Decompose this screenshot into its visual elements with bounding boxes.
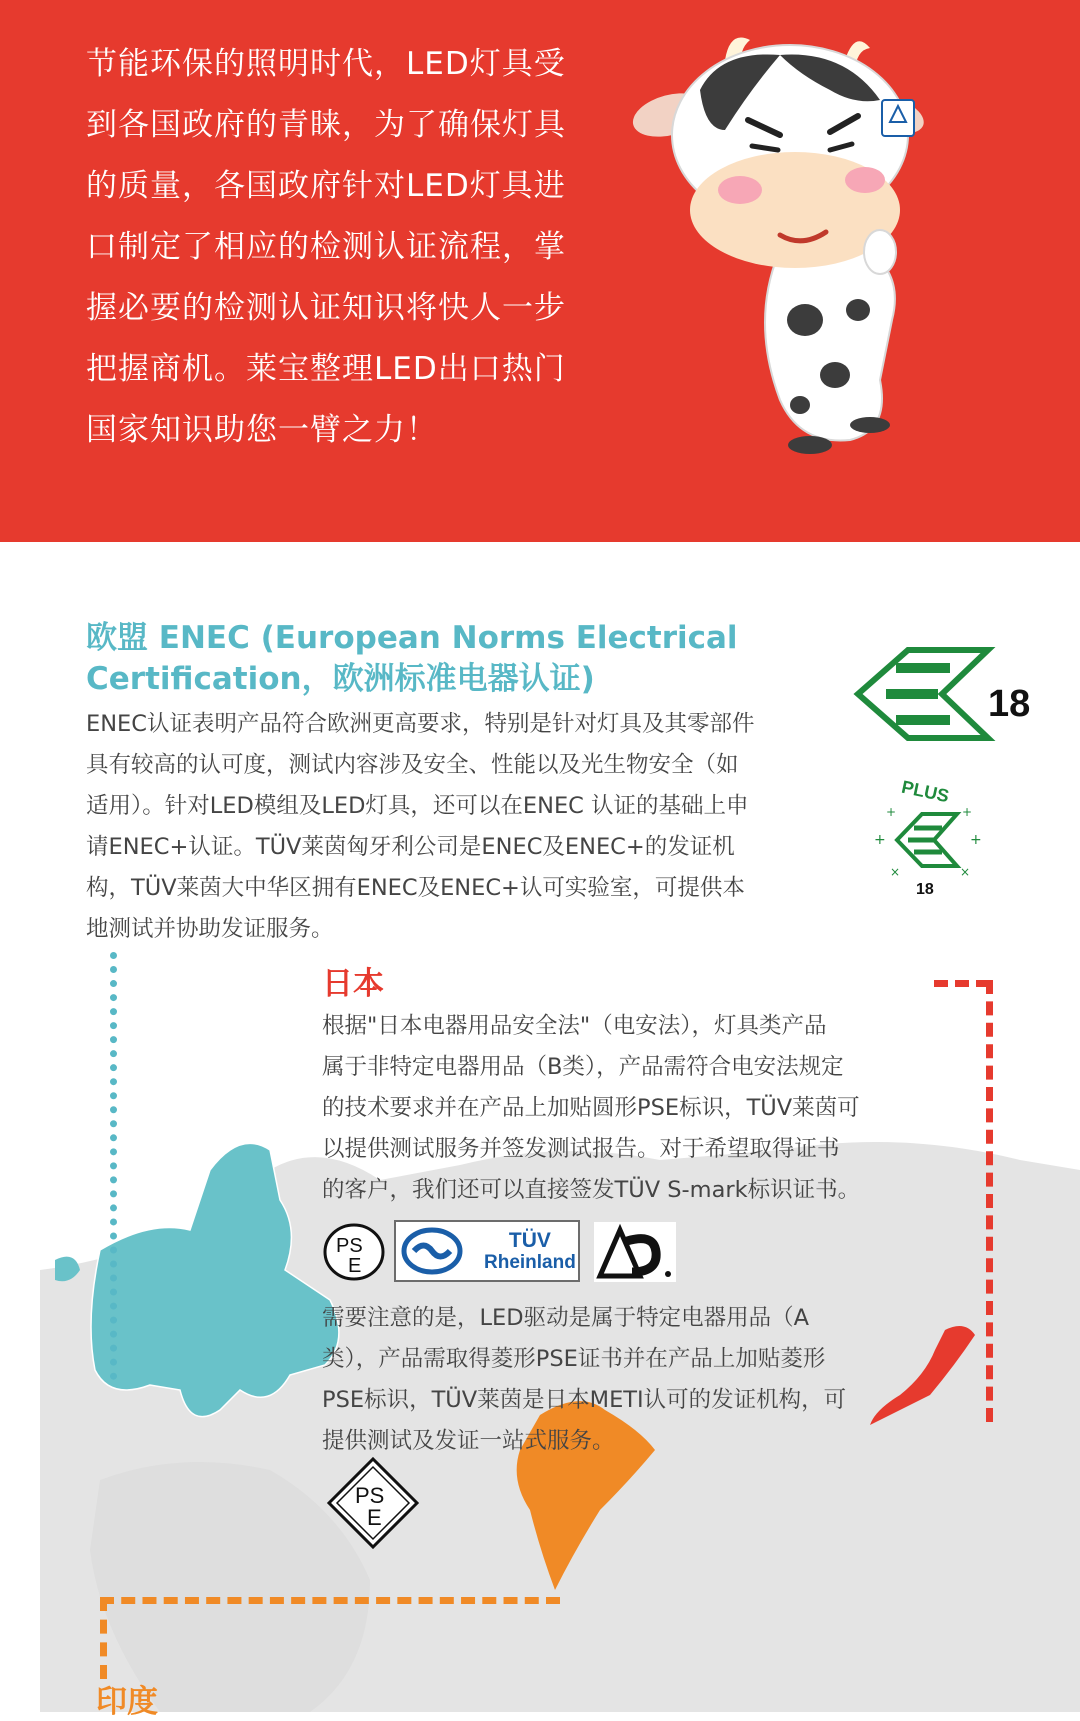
enec-title-line: Certification，欧洲标准电器认证) [86, 661, 595, 697]
intro-line: 节能环保的照明时代，LED灯具受 [86, 46, 566, 82]
tuv-logo-line1: TÜV [508, 1229, 551, 1252]
eu-connector-line [110, 952, 117, 1380]
india-connector-line [100, 1597, 107, 1679]
japan-body-line: 以提供测试服务并签发测试报告。对于希望取得证书 [322, 1136, 840, 1162]
svg-text:E: E [367, 1505, 382, 1530]
intro-line: 到各国政府的青睐，为了确保灯具 [86, 107, 566, 143]
pse-round-mark [322, 1222, 386, 1282]
japan-body-line: 的技术要求并在产品上加贴圆形PSE标识，TÜV莱茵可 [322, 1095, 860, 1121]
japan-connector-top [934, 980, 990, 987]
enec-description [86, 704, 826, 950]
svg-text:×: × [890, 865, 901, 879]
intro-line: 握必要的检测认证知识将快人一步 [86, 290, 566, 326]
japan-body-line: 的客户，我们还可以直接签发TÜV S-mark标识证书。 [322, 1177, 861, 1203]
svg-text:×: × [960, 865, 971, 879]
india-heading: 印度 [96, 1684, 158, 1720]
tuv-rheinland-logo [394, 1220, 580, 1282]
tuv-logo-line2: Rheinland [484, 1252, 576, 1273]
enec-body-line: 适用）。针对LED模组及LED灯具，还可以在ENEC 认证的基础上申 [86, 793, 749, 819]
svg-text:+: + [886, 805, 897, 819]
pse-diamond-mark [325, 1455, 421, 1551]
enec-body-line: 地测试并协助发证服务。 [86, 916, 334, 942]
enec-plus-text: PLUS [899, 776, 951, 807]
enec-body-line: 具有较高的认可度，测试内容涉及安全、性能以及光生物安全（如 [86, 752, 739, 778]
svg-text:+: + [962, 805, 973, 819]
japan-note-line: PSE标识，TÜV莱茵是日本METI认可的发证机构，可 [322, 1387, 847, 1413]
japan-body-line: 根据"日本电器用品安全法"（电安法），灯具类产品 [322, 1013, 827, 1039]
svg-text:PS: PS [336, 1235, 363, 1257]
japan-body-line: 属于非特定电器用品（B类），产品需符合电安法规定 [322, 1054, 844, 1080]
s-mark-logo [594, 1222, 676, 1282]
enec-body-line: 构，TÜV莱茵大中华区拥有ENEC及ENEC+认可实验室，可提供本 [86, 875, 745, 901]
japan-note-line: 提供测试及发证一站式服务。 [322, 1428, 615, 1454]
japan-heading: 日本 [322, 966, 384, 1002]
hero-banner [0, 0, 1080, 542]
intro-line: 的质量，各国政府针对LED灯具进 [86, 168, 566, 204]
svg-text:+: + [970, 832, 982, 848]
india-connector-top [100, 1597, 560, 1604]
enec-plus-logo [862, 772, 992, 902]
enec-body-line: ENEC认证表明产品符合欧洲更高要求，特别是针对灯具及其零部件 [86, 711, 755, 737]
intro-line: 把握商机。莱宝整理LED出口热门 [86, 351, 566, 387]
tuv-logo-text [484, 1230, 576, 1274]
enec-section-title [86, 618, 766, 700]
cow-mascot-illustration [630, 20, 1050, 460]
enec-logo-number: 18 [988, 683, 1031, 725]
enec-body-line: 请ENEC+认证。TÜV莱茵匈牙利公司是ENEC及ENEC+的发证机 [86, 834, 735, 860]
japan-connector-line [986, 980, 993, 1422]
japan-note-line: 类），产品需取得菱形PSE证书并在产品上加贴菱形 [322, 1346, 826, 1372]
enec-plus-number: 18 [916, 881, 934, 898]
svg-text:E: E [348, 1255, 362, 1277]
svg-text:+: + [874, 832, 886, 848]
japan-note [322, 1298, 922, 1462]
japan-note-line: 需要注意的是，LED驱动是属于特定电器用品（A [322, 1305, 809, 1331]
svg-text:PS: PS [355, 1483, 385, 1508]
japan-description [322, 1006, 922, 1211]
enec-18-logo [838, 646, 1031, 758]
intro-text [86, 34, 606, 461]
intro-line: 国家知识助您一臂之力！ [86, 412, 438, 448]
enec-title-line: 欧盟 ENEC (European Norms Electrical [86, 620, 738, 656]
intro-line: 口制定了相应的检测认证流程，掌 [86, 229, 566, 265]
japan-certification-logos [322, 1220, 682, 1284]
